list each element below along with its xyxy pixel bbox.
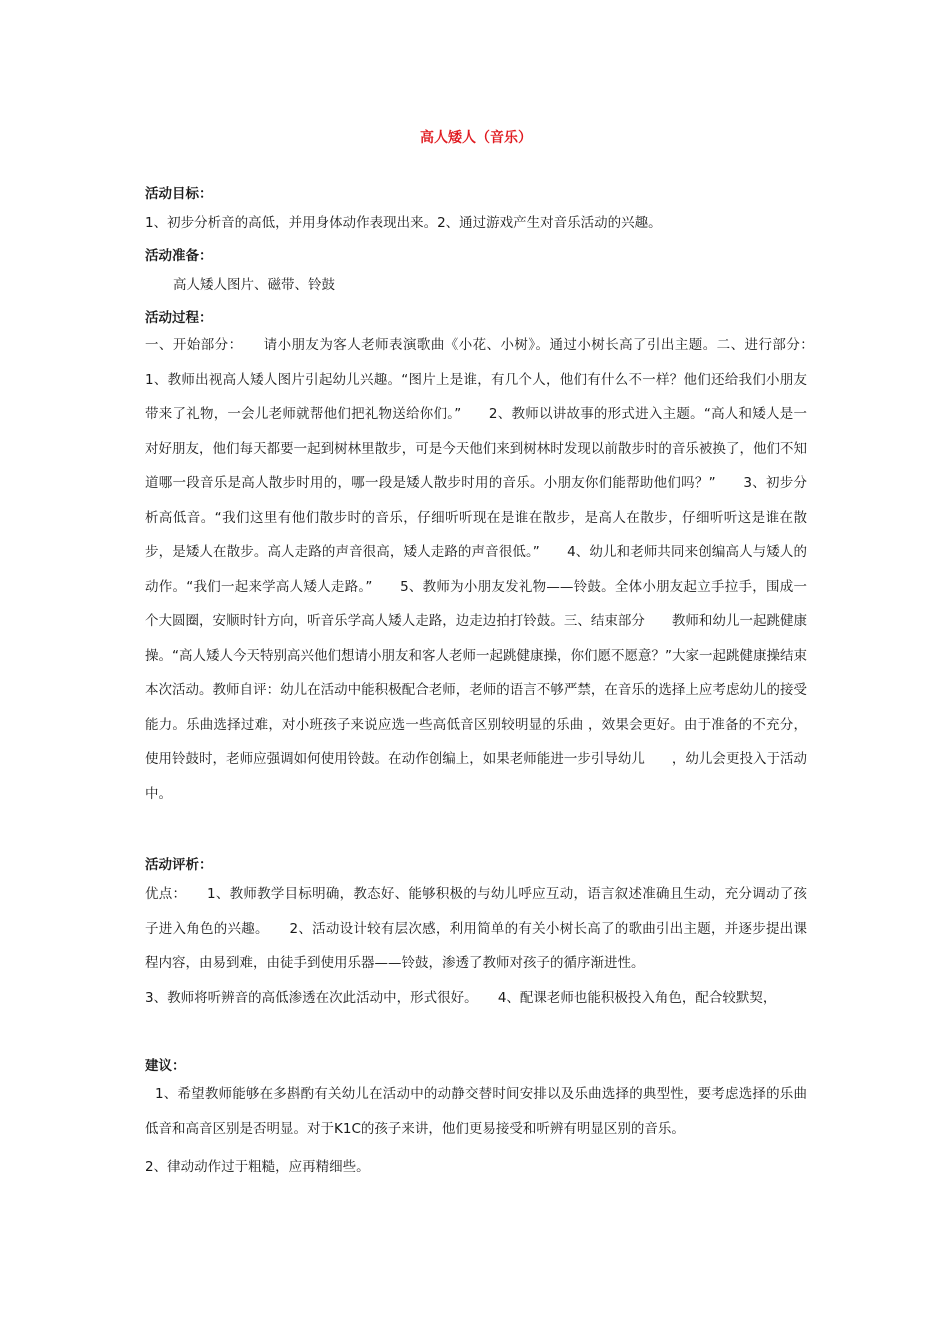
review-text-2: 3、教师将听辨音的高低渗透在次此活动中，形式很好。 4、配课老师也能积极投入角色，配合较默契， xyxy=(145,990,777,1006)
document-title: 高人矮人（音乐） xyxy=(420,130,532,146)
advice-heading: 建议： xyxy=(145,1058,186,1074)
advice-text-1: 1、希望教师能够在多斟酌有关幼儿在活动中的动静交替时间安排以及乐曲选择的典型性，要考虑选择的乐曲低音和高音区别是否明显。对于K1C的孩子来讲，他们更易接受和听辨有明显区别的音乐。 xyxy=(145,1086,807,1137)
process-heading: 活动过程： xyxy=(145,310,213,326)
process-text: 一、开始部分： 请小朋友为客人老师表演歌曲《小花、小树》。通过小树长高了引出主题。二、进行部分： 1、教师出视高人矮人图片引起幼儿兴趣。“图片上是谁，有几个人，他们有什么不一样？他们还给我们小朋友带来了礼物，一会儿老师就帮他们把礼物送给你们。” 2、教师以讲故事的形式进入主题。“高人和矮人是一对好朋友，他们每天都要一起到树林里散步，可是今天他们来到树林时发现以前散步时的音乐被换了，他们不知道哪一段音乐是高人散步时用的，哪一段是矮人散步时用的音乐。小朋友你们能帮助他们吗？” 3、初步分析高低音。“我们这里有他们散步时的音乐，仔细听听现在是谁在散步，是高人在散步，仔细听听这是谁在散步，是矮人在散步。高人走路的声音很高，矮人走路的声音很低。” 4、幼儿和老师共同来创编高人与矮人的动作。“我们一起来学高人矮人走路。” 5、教师为小朋友发礼物——铃鼓。全体小朋友起立手拉手，围成一个大圆圈，安顺时针方向，听音乐学高人矮人走路，边走边拍打铃鼓。三、结束部分 教师和幼儿一起跳健康操。“高人矮人今天特别高兴他们想请小朋友和客人老师一起跳健康操，你们愿不愿意？”大家一起跳健康操结束本次活动。教师自评：幼儿在活动中能积极配合老师，老师的语言不够严禁，在音乐的选择上应考虑幼儿的接受能力。乐曲选择过难，对小班孩子来说应选一些高低音区别较明显的乐曲 ，效果会更好。由于准备的不充分，使用铃鼓时，老师应强调如何使用铃鼓。在动作创编上，如果老师能进一步引导幼儿 ，幼儿会更投入于活动中。 xyxy=(145,337,834,802)
advice-text-2: 2、律动动作过于粗糙，应再精细些。 xyxy=(145,1159,370,1175)
goals-heading: 活动目标： xyxy=(145,186,213,202)
prep-heading: 活动准备： xyxy=(145,248,213,264)
review-heading: 活动评析： xyxy=(145,857,213,873)
goals-text: 1、初步分析音的高低，并用身体动作表现出来。2、通过游戏产生对音乐活动的兴趣。 xyxy=(145,215,662,231)
prep-text: 高人矮人图片、磁带、铃鼓 xyxy=(173,277,335,293)
review-text-1: 优点： 1、教师教学目标明确，教态好、能够积极的与幼儿呼应互动，语言叙述准确且生动，充分调动了孩子进入角色的兴趣。 2、活动设计较有层次感，利用简单的有关小树长高了的歌曲引出主题，并逐步提出课程内容，由易到难，由徒手到使用乐器——铃鼓，渗透了教师对孩子的循序渐进性。 xyxy=(145,886,807,971)
